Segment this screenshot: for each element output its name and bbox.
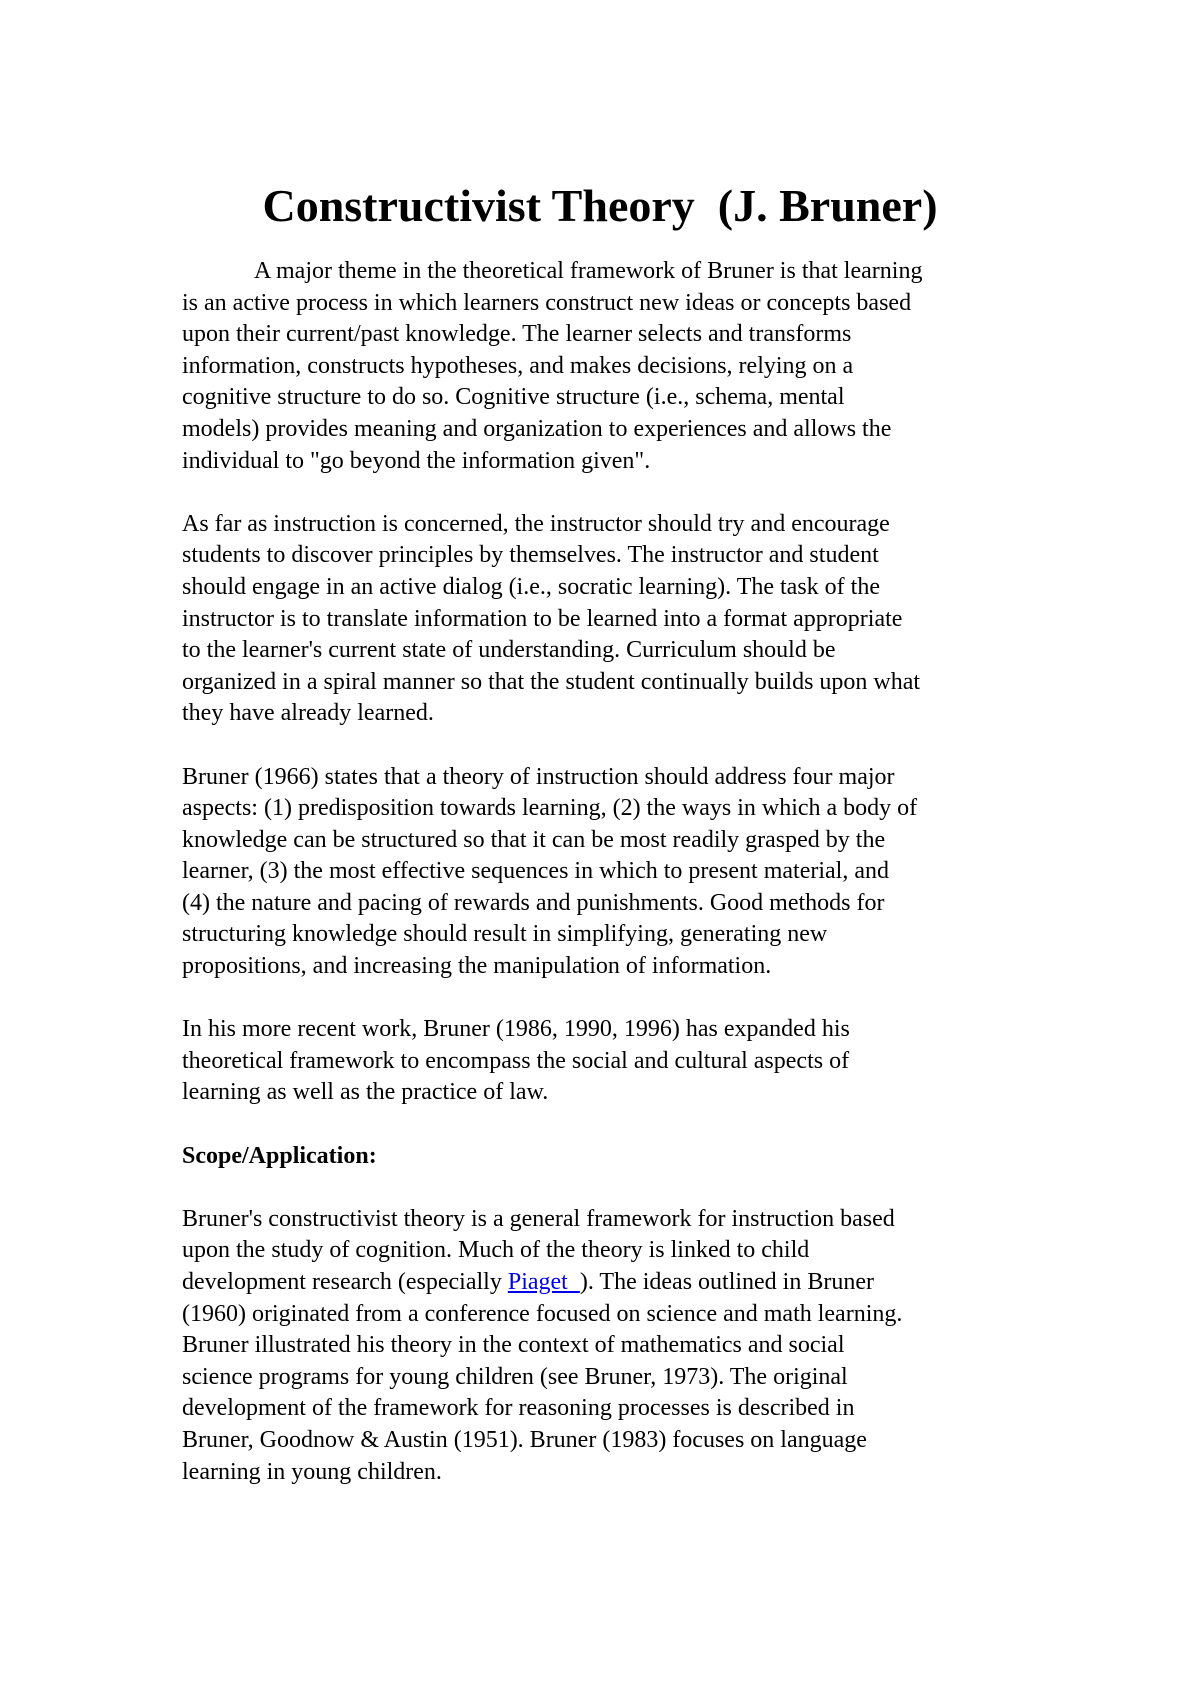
scope-heading: Scope/Application: — [182, 1142, 377, 1169]
page-title: Constructivist Theory (J. Bruner) — [262, 180, 938, 231]
scope-text-after-link: ). The ideas outlined in Bruner (1960) originated from a conference focused on science and math learning. Bruner illustrated his theory in the context of mathematics and social science programs for young children (see Bruner, 1973). The original development of the framework for reasoning processes is described in Bruner, Goodnow & Austin (1951). Bruner (1983) focuses on language learning in young children. — [182, 1269, 903, 1485]
piaget-link[interactable]: Piaget — [507, 1269, 580, 1295]
paragraph-instruction: As far as instruction is concerned, the instructor should try and encourage students to discover principles by themselves. The instructor and student should engage in an active dialog (i.e., socratic learning). The task of the instructor is to translate information to be learned into a format appropriate to the learner's current state of understanding. Curriculum should be organized in a spiral manner so that the student continually builds upon what they have already learned. — [182, 510, 921, 727]
paragraph-recent-work: In his more recent work, Bruner (1986, 1990, 1996) has expanded his theoretical framework to encompass the social and cultural aspects of learning as well as the practice of law. — [182, 1016, 850, 1106]
scope-text-before-link: Bruner's constructivist theory is a general framework for instruction based upon the study of cognition. Much of the theory is linked to child development research (especially — [182, 1205, 895, 1295]
paragraph-main-theme: A major theme in the theoretical framework of Bruner is that learning is an active process in which learners construct new ideas or concepts based upon their current/past knowledge. The learner selects and transforms information, constructs hypotheses, and makes decisions, relying on a cognitive structure to do so. Cognitive structure (i.e., schema, mental models) provides meaning and organization to experiences and allows the individual to "go beyond the information given". — [182, 258, 923, 474]
paragraph-scope — [182, 1204, 1032, 1488]
paragraph-four-aspects: Bruner (1966) states that a theory of instruction should address four major aspects: (1) predisposition towards learning, (2) the ways in which a body of knowledge can be structured so that it can be most readily grasped by the learner, (3) the most effective sequences in which to present material, and (4) the nature and pacing of rewards and punishments. Good methods for structuring knowledge should result in simplifying, generating new propositions, and increasing the manipulation of information. — [182, 763, 918, 980]
document-body — [182, 256, 1032, 1520]
